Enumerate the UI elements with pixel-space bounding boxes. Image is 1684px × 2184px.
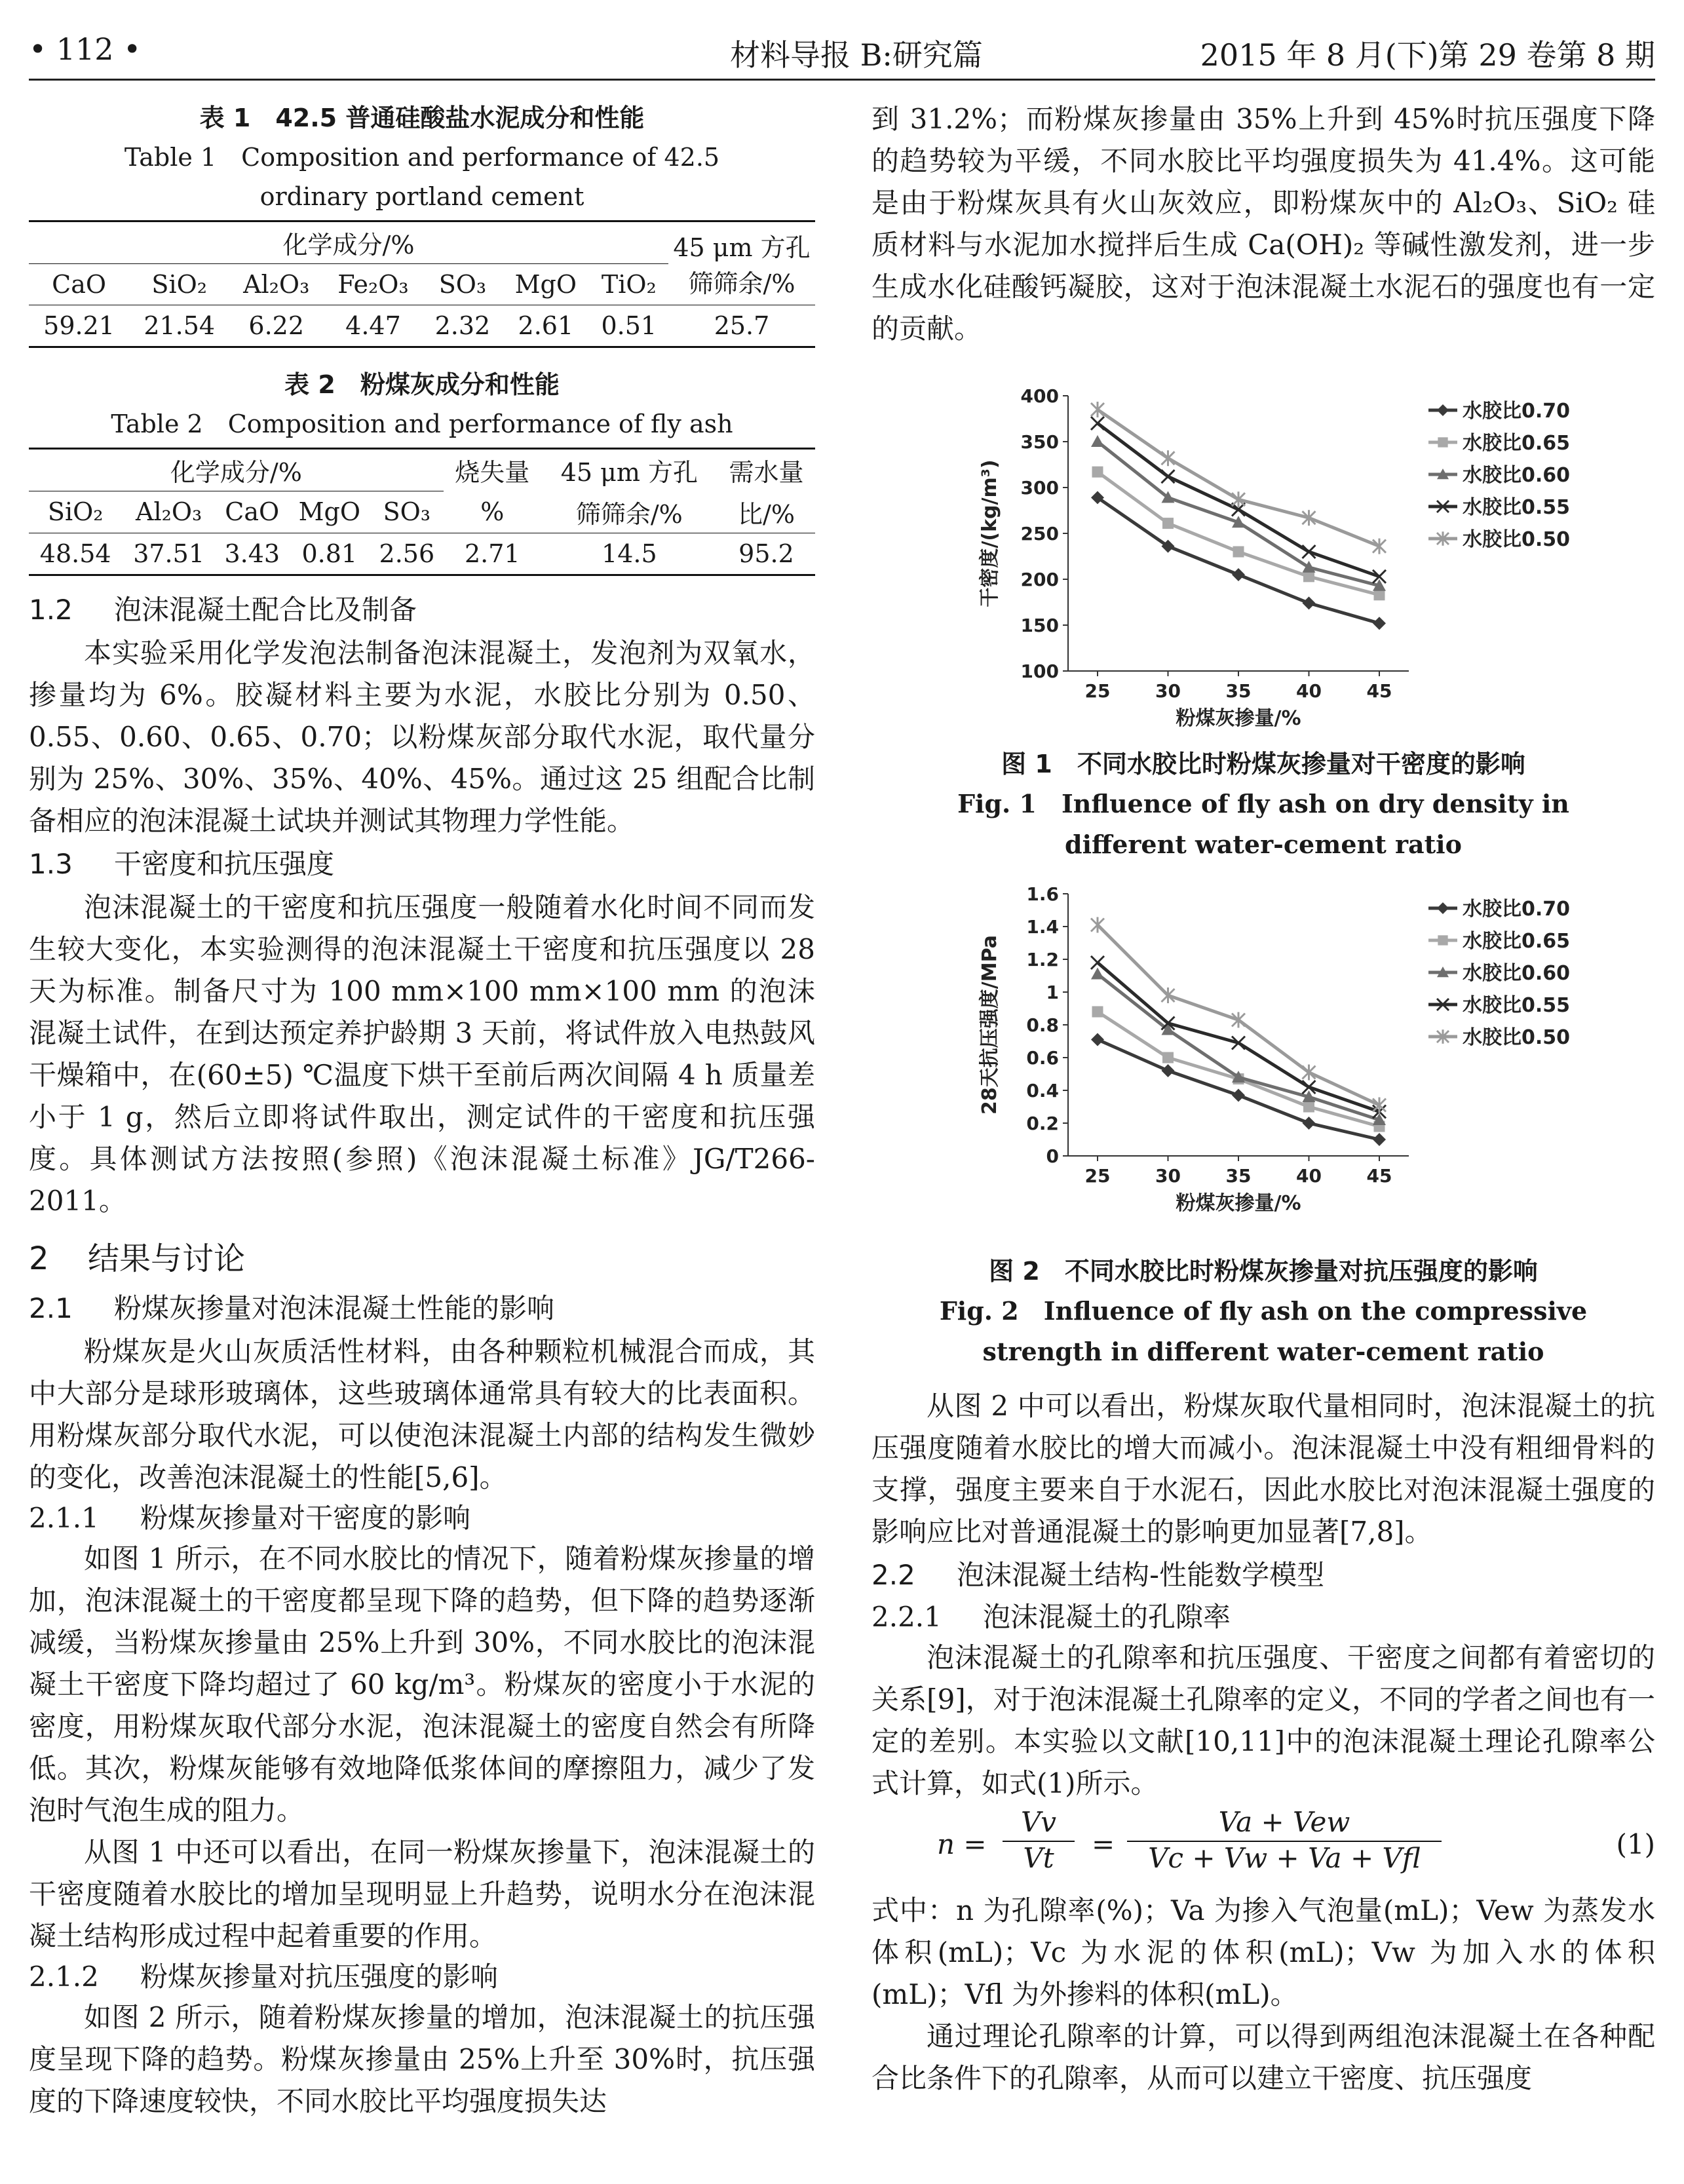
journal-name: 材料导报 B:研究篇 <box>730 37 983 73</box>
legend-label: 水胶比0.55 <box>1463 496 1571 519</box>
data-point <box>1303 596 1316 609</box>
y-axis-label: 干密度/(kg/m³) <box>978 459 1001 607</box>
table1-col: TiO₂ <box>601 270 657 299</box>
y-tick-label: 300 <box>1020 477 1059 499</box>
table1-col: Fe₂O₃ <box>337 270 409 299</box>
legend-entry <box>1428 528 1570 551</box>
legend-entry <box>1428 464 1570 487</box>
equation-1 <box>871 1805 1655 1890</box>
data-point <box>1437 404 1449 416</box>
y-tick-label: 350 <box>1020 431 1059 453</box>
legend-label: 水胶比0.50 <box>1463 1026 1571 1049</box>
data-point <box>1374 589 1385 600</box>
data-point <box>1091 968 1104 980</box>
table1-cell: 6.22 <box>248 311 305 340</box>
legend-label: 水胶比0.70 <box>1463 898 1571 921</box>
table1-cell: 0.51 <box>601 311 657 340</box>
legend-entry <box>1428 898 1570 921</box>
legend-label: 水胶比0.65 <box>1463 930 1571 953</box>
table2-cell: 3.43 <box>224 539 280 568</box>
running-header <box>29 26 1655 81</box>
eq-lhs: n = <box>937 1828 987 1860</box>
data-point <box>1232 1089 1245 1102</box>
table2 <box>29 448 815 576</box>
data-point <box>1437 902 1449 914</box>
series-2 <box>1091 435 1386 591</box>
fig1-caption-en1: Fig. 1 Influence of fly ash on dry density in <box>957 789 1569 818</box>
table1 <box>29 220 815 348</box>
left-column <box>29 98 815 2122</box>
data-point <box>1162 470 1175 483</box>
table2-caption-en: Table 2 Composition and performance of fly ash <box>111 410 733 438</box>
y-tick-label: 0.6 <box>1026 1047 1059 1069</box>
legend-entry <box>1428 930 1570 953</box>
y-tick-label: 1 <box>1046 982 1059 1003</box>
paragraph: 本实验采用化学发泡法制备泡沫混凝土，发泡剂为双氧水，掺量均为 6%。胶凝材料主要为水泥，水胶比分别为 0.50、0.55、0.60、0.65、0.70；以粉煤灰部分取代水泥，取代量分别为 25%、30%、35%、40%、45%。通过这 25 组配合比制备相应的泡沫混凝土试块并测试其物理力学性能。 <box>29 636 815 837</box>
eq-fraction-2 <box>1127 1806 1442 1874</box>
table2-col: SiO₂ <box>47 497 104 527</box>
table1-caption-en2: ordinary portland cement <box>259 182 584 211</box>
table1-col: Al₂O₃ <box>243 270 310 299</box>
y-tick-label: 0.4 <box>1026 1080 1059 1102</box>
data-point <box>1091 435 1104 447</box>
data-point <box>1438 935 1447 945</box>
paragraph: 通过理论孔隙率的计算，可以得到两组泡沫混凝土在各种配合比条件下的孔隙率，从而可以建立干密度、抗压强度 <box>871 2020 1655 2094</box>
table1-caption-en1: Table 1 Composition and performance of 42.5 <box>124 143 720 172</box>
data-point <box>1303 1065 1316 1081</box>
y-tick-label: 0.8 <box>1026 1014 1059 1036</box>
data-point <box>1233 546 1244 558</box>
data-point <box>1091 417 1104 430</box>
legend-label: 水胶比0.60 <box>1463 962 1571 985</box>
table2-cell: 95.2 <box>738 539 794 568</box>
section-1-2-heading: 1.2 泡沫混凝土配合比及制备 <box>29 593 417 626</box>
table2-col: MgO <box>298 497 360 527</box>
series-line <box>1098 1012 1379 1126</box>
table2-cell: 2.56 <box>379 539 435 568</box>
y-tick-label: 250 <box>1020 523 1059 545</box>
eq-f2-num: Va + Vew <box>1218 1806 1350 1838</box>
legend-entry <box>1428 400 1570 423</box>
legend-entry <box>1428 496 1570 519</box>
table2-cell: 2.71 <box>464 539 520 568</box>
issue-info: 2015 年 8 月(下)第 29 卷第 8 期 <box>1200 37 1655 73</box>
x-tick-label: 30 <box>1155 680 1181 702</box>
eq-f2-den: Vc + Vw + Va + Vfl <box>1127 1841 1442 1874</box>
eq-f1-num: Vv <box>1020 1806 1057 1838</box>
y-tick-label: 0.2 <box>1026 1113 1059 1134</box>
fig1-caption-en2: different water-cement ratio <box>1065 830 1462 859</box>
table1-cell: 21.54 <box>144 311 216 340</box>
series-4 <box>1091 402 1386 554</box>
section-2-heading: 2 结果与讨论 <box>29 1240 246 1277</box>
table1-cell: 2.32 <box>434 311 491 340</box>
paragraph: 到 31.2%；而粉煤灰掺量由 35%上升到 45%时抗压强度下降的趋势较为平缓，不同水胶比平均强度损失为 41.4%。这可能是由于粉煤灰具有火山灰效应，即粉煤灰中的 Al₂O₃、SiO₂ 硅质材料与水泥加水搅拌后生成 Ca(OH)₂ 等碱性激发剂，进一步生成水化硅酸钙凝胶，这对于泡沫混凝土水泥石的强度也有一定的贡献。 <box>871 103 1655 345</box>
section-2-2-heading: 2.2 泡沫混凝土结构-性能数学模型 <box>871 1559 1325 1591</box>
data-point <box>1373 539 1386 554</box>
table2-col: Al₂O₃ <box>136 497 202 527</box>
figure2-chart <box>871 887 1655 1241</box>
paragraph: 泡沫混凝土的孔隙率和抗压强度、干密度之间都有着密切的关系[9]，对于泡沫混凝土孔隙率的定义，不同的学者之间也有一定的差别。本实验以文献[10,11]中的泡沫混凝土理论孔隙率公式计算，如式(1)所示。 <box>871 1641 1655 1799</box>
y-tick-label: 100 <box>1020 661 1059 682</box>
data-point <box>1438 437 1447 447</box>
table1-cell: 2.61 <box>518 311 574 340</box>
table2-water-unit: 比/% <box>738 499 795 529</box>
x-tick-label: 40 <box>1296 680 1322 702</box>
x-tick-label: 35 <box>1225 680 1252 702</box>
y-tick-label: 1.4 <box>1026 916 1059 938</box>
table1-group-header: 化学成分/% <box>29 221 668 264</box>
section-2-2-1-heading: 2.2.1 泡沫混凝土的孔隙率 <box>871 1601 1231 1633</box>
series-line <box>1098 442 1379 586</box>
table2-cell: 48.54 <box>39 539 111 568</box>
legend-label: 水胶比0.55 <box>1463 994 1571 1017</box>
x-tick-label: 30 <box>1155 1165 1181 1187</box>
table1-cell: 25.7 <box>714 311 770 340</box>
eq-number: (1) <box>1616 1828 1655 1860</box>
table2-col: SO₃ <box>383 497 431 527</box>
y-axis-label: 28天抗压强度/MPa <box>978 935 1001 1115</box>
data-point <box>1162 518 1174 529</box>
paragraph: 从图 1 中还可以看出，在同一粉煤灰掺量下，泡沫混凝土的干密度随着水胶比的增加呈现明显上升趋势，说明水分在泡沫混凝土结构形成过程中起着重要的作用。 <box>29 1835 815 1952</box>
table1-cell: 4.47 <box>345 311 401 340</box>
legend-label: 水胶比0.50 <box>1463 528 1571 551</box>
table1-sieve-header: 45 μm 方孔筛筛余/% <box>673 233 811 298</box>
data-point <box>1373 617 1386 630</box>
series-0 <box>1091 1033 1386 1147</box>
data-point <box>1373 1098 1386 1113</box>
table2-cell: 37.51 <box>133 539 204 568</box>
x-tick-label: 40 <box>1296 1165 1322 1187</box>
table1-col: SO₃ <box>438 270 487 299</box>
data-point <box>1373 1133 1386 1146</box>
paragraph: 式中：n 为孔隙率(%)；Va 为掺入气泡量(mL)；Vew 为蒸发水体积(mL)；Vc 为水泥的体积(mL)；Vw 为加入水的体积(mL)；Vfl 为外掺料的体积(mL)。 <box>871 1894 1655 2010</box>
data-point <box>1232 568 1245 581</box>
fig2-caption-en1: Fig. 2 Influence of fly ash on the compressive <box>939 1296 1588 1326</box>
table2-sieve-header: 45 μm 方孔 <box>560 458 698 488</box>
paragraph: 如图 2 所示，随着粉煤灰掺量的增加，泡沫混凝土的抗压强度呈现下降的趋势。粉煤灰掺量由 25%上升至 30%时，抗压强度的下降速度较快，不同水胶比平均强度损失达 <box>29 2001 815 2117</box>
table2-cell: 14.5 <box>602 539 657 568</box>
right-column <box>871 98 1655 2099</box>
data-point <box>1303 571 1314 582</box>
series-0 <box>1091 491 1386 630</box>
eq-fraction-1 <box>1003 1806 1075 1874</box>
section-2-1-2-heading: 2.1.2 粉煤灰掺量对抗压强度的影响 <box>29 1960 499 1993</box>
data-point <box>1092 1006 1103 1018</box>
y-tick-label: 1.6 <box>1026 887 1059 905</box>
table2-sieve-unit: 筛筛余/% <box>575 499 683 529</box>
x-axis-label: 粉煤灰掺量/% <box>1176 707 1301 730</box>
fig2-caption-cn: 图 2 不同水胶比时粉煤灰掺量对抗压强度的影响 <box>989 1257 1538 1286</box>
eq-equals: = <box>1092 1828 1115 1860</box>
legend-entry <box>1428 994 1570 1017</box>
data-point <box>1162 1052 1174 1063</box>
x-axis-label: 粉煤灰掺量/% <box>1176 1192 1301 1215</box>
section-2-1-1-heading: 2.1.1 粉煤灰掺量对干密度的影响 <box>29 1501 471 1534</box>
y-tick-label: 400 <box>1020 385 1059 407</box>
data-point <box>1091 402 1104 417</box>
y-tick-label: 1.2 <box>1026 949 1059 970</box>
paragraph: 如图 1 所示，在不同水胶比的情况下，随着粉煤灰掺量的增加，泡沫混凝土的干密度都呈现下降的趋势，但下降的趋势逐渐减缓，当粉煤灰掺量由 25%上升到 30%，不同水胶比的泡沫混凝土干密度下降均超过了 60 kg/m³。粉煤灰的密度小于水泥的密度，用粉煤灰取代部分水泥，泡沫混凝土的密度自然会有所降低。其次，粉煤灰能够有效地降低浆体间的摩擦阻力，减少了发泡时气泡生成的阻力。 <box>29 1542 815 1826</box>
x-tick-label: 35 <box>1225 1165 1252 1187</box>
table2-loss-unit: % <box>480 497 505 526</box>
table2-col: CaO <box>225 497 280 527</box>
table2-cell: 0.81 <box>301 539 358 568</box>
data-point <box>1303 1102 1314 1113</box>
legend-label: 水胶比0.65 <box>1463 432 1571 455</box>
data-point <box>1092 467 1103 478</box>
data-point <box>1162 450 1175 466</box>
table1-col: SiO₂ <box>151 270 207 299</box>
paragraph: 从图 2 中可以看出，粉煤灰取代量相同时，泡沫混凝土的抗压强度随着水胶比的增大而减小。泡沫混凝土中没有粗细骨料的支撑，强度主要来自于水泥石，因此水胶比对泡沫混凝土强度的影响应比对普通混凝土的影响更加显著[7,8]。 <box>871 1390 1655 1548</box>
paragraph: 粉煤灰是火山灰质活性材料，由各种颗粒机械混合而成，其中大部分是球形玻璃体，这些玻璃体通常具有较大的比表面积。用粉煤灰部分取代水泥，可以使泡沫混凝土内部的结构发生微妙的变化，改善泡沫混凝土的性能[5,6]。 <box>29 1335 815 1493</box>
table2-water-header: 需水量 <box>729 458 804 488</box>
x-tick-label: 45 <box>1366 1165 1392 1187</box>
x-tick-label: 45 <box>1366 680 1392 702</box>
y-tick-label: 200 <box>1020 569 1059 590</box>
table2-group-header: 化学成分/% <box>29 449 444 491</box>
x-tick-label: 25 <box>1084 1165 1111 1187</box>
table1-cell: 59.21 <box>43 311 115 340</box>
y-tick-label: 150 <box>1020 615 1059 636</box>
page-number: • 112 • <box>29 31 142 67</box>
legend-entry <box>1428 962 1570 985</box>
table1-col: MgO <box>514 270 577 299</box>
data-point <box>1162 1064 1175 1077</box>
data-point <box>1303 1117 1316 1130</box>
data-point <box>1091 956 1104 969</box>
eq-f1-den: Vt <box>1003 1841 1075 1874</box>
fig2-caption-en2: strength in different water-cement ratio <box>982 1337 1544 1366</box>
table1-caption-cn: 表 1 42.5 普通硅酸盐水泥成分和性能 <box>199 104 645 132</box>
figure1-chart <box>871 370 1655 737</box>
section-1-3-heading: 1.3 干密度和抗压强度 <box>29 847 335 880</box>
legend-entry <box>1428 432 1570 455</box>
table2-loss-header: 烧失量 <box>455 458 530 488</box>
legend-label: 水胶比0.70 <box>1463 400 1571 423</box>
data-point <box>1091 917 1104 933</box>
table2-caption-cn: 表 2 粉煤灰成分和性能 <box>284 370 560 399</box>
section-2-1-heading: 2.1 粉煤灰掺量对泡沫混凝土性能的影响 <box>29 1292 555 1324</box>
paragraph: 泡沫混凝土的干密度和抗压强度一般随着水化时间不同而发生较大变化，本实验测得的泡沫混凝土干密度和抗压强度以 28 天为标准。制备尺寸为 100 mm×100 mm×100 mm 的泡沫混凝土试件，在到达预定养护龄期 3 天前，将试件放入电热鼓风干燥箱中，在(60±5) ℃温度下烘干至前后两次间隔 4 h 质量差小于 1 g，然后立即将试件取出，测定试件的干密度和抗压强度。具体测试方法按照(参照)《泡沫混凝土标准》JG/T266-2011。 <box>29 891 815 1217</box>
fig1-caption-cn: 图 1 不同水胶比时粉煤灰掺量对干密度的影响 <box>1001 750 1525 778</box>
x-tick-label: 25 <box>1084 680 1111 702</box>
legend-label: 水胶比0.60 <box>1463 464 1571 487</box>
data-point <box>1091 1033 1104 1046</box>
table1-col: CaO <box>52 270 107 299</box>
legend-entry <box>1428 1026 1570 1049</box>
y-tick-label: 0 <box>1046 1145 1059 1167</box>
